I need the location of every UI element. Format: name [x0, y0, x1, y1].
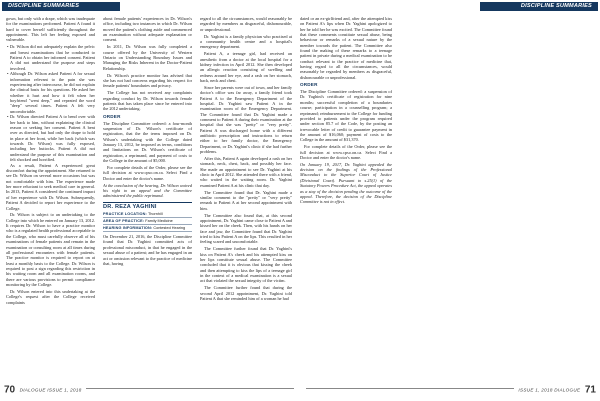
area-of-practice [103, 218, 192, 225]
footer-rule [306, 388, 514, 389]
meta-value: Family Medicine [145, 219, 173, 224]
list-item: • Dr. Wilson did not adequately explain the pelvic and breast examinations that he conducted to Patient A to obtain her informed consent. Patient A did not understand the purpose and steps involved. [7, 44, 95, 71]
footer-rule [86, 388, 294, 389]
right-page [300, 0, 600, 401]
column-3 [200, 16, 292, 378]
paragraph: The Committee found that Dr. Yaghini made a similar comment to the "pretty" or "very pretty" remark to Patient A at her second appointment with him. [200, 189, 292, 211]
paragraph: The Committee further found that Dr. Yaghini's kiss on Patient A's cheek and his attempted kiss on her lips constitute sexual abuse. The Committee concluded that it is obvious that kissing the cheek and then attempting to kiss the lips of a teenage girl in the context of a medical examination is a sexual act that violated the sexual integrity of the victim. [200, 246, 292, 284]
paragraph: The Committee further found that during the second April 2012 appointment, Dr. Yaghini told Patient A that she reminded him of a woman he had [200, 285, 292, 301]
paragraph: Dr. Wilson is subject to an undertaking to the College into which he entered on January 13, 2012. It requires Dr. Wilson to have a practice monitor who is a regulated health professional acceptable to the College, who must carefully observe all of his examinations of female patients and remain in the examination or consulting room at all times during all professional encounters with female patients. The practice monitor is required to report on at least a monthly basis to the College. Dr. Wilson is required to post a sign regarding this restriction in his waiting room and all examination rooms, and there are various provisions to permit compliance monitoring by the College. [6, 212, 95, 287]
paragraph: The Discipline Committee ordered: a four-month suspension of Dr. Wilson's certificate of registration, that the the terms imposed on Dr. Wilson's undertaking with the College dated January 13, 2012, be imposed as terms, conditions and limitations on Dr. Wilson's certificate of registration, a reprimand, and payment of costs to the College in the amount of $5,000. [103, 120, 192, 164]
paragraph: As a result, Patient A experienced great discomfort during the appointment. She returned to see Dr. Wilson on several more occasions but was not comfortable with him. The experience made her more reluctant to seek medical care in general. In 2013, Patient A considered the continued impact of her experience with Dr. Wilson. Subsequently, Patient A decided to report her experience to the College. [6, 162, 95, 211]
column-2 [103, 16, 192, 378]
column-4 [300, 16, 392, 378]
meta-label: PRACTICE LOCATION: [103, 212, 147, 217]
paragraph: On December 21, 2016, the Discipline Committee found that Dr. Yaghini committed acts of professional misconduct, in that he engaged in the sexual abuse of a patient; and he has engaged in an act or omission relevant to the practice of medicine that, having [103, 234, 192, 266]
paragraph: Dr. Wilson's practice monitor has advised that she has not had concerns regarding his respect for female patients' boundaries and privacy. [103, 72, 192, 89]
case-header [103, 202, 192, 233]
page-number: 71 [584, 384, 596, 396]
hearing-information [103, 225, 192, 232]
paragraph: For complete details of the Order, please see the full decision at www.cpso.on.ca. Select Find a Doctor and enter the doctor's name. [103, 164, 192, 181]
practice-location [103, 211, 192, 218]
appeal-note: On January 19, 2017, Dr. Yaghini appealed the decision on the findings of the Professional Misconduct to the Superior Court of Justice (Divisional Court). Pursuant to s.25(1) of the Statutory Powers Procedure Act, the appeal operates as a stay of the decision pending the outcome of the appeal. Therefore, the decision of the Discipline Committee is not in effect. [300, 161, 392, 205]
paragraph: Patient A, a teenage girl, had received an anesthetic from a doctor at the local hospital for a kidney infection in April 2012. She then developed an allergic reaction consisting of swelling and redness around her eye, and a rash on her stomach, back, neck and chest. [200, 51, 292, 83]
list-item: • Dr. Wilson directed Patient A to bend over with her back to him, without explaining the clinical reason or seeking her consent. Patient A bent over as directed, but had only the drape to hold in place at her front, while her back (which was towards Dr. Wilson) was fully exposed, including her buttocks. Patient A did not understand the purpose of this examination and felt shocked and horrified. [7, 114, 95, 163]
paragraph: Since her parents were out of town, and her family doctor's office was far away, a family friend took Patient A to the Emergency Department of the hospital. Dr. Yaghini saw Patient A in the examination room of the Emergency Department. The Committee found that Dr. Yaghini made a comment to Patient A during their examination at the hospital that she was "pretty" or "very pretty". Patient A was discharged home with a different antibiotic prescription and instructions to return either to her family doctor, the Emergency Department, or Dr. Yaghini's clinic if she had further problems. [200, 84, 292, 155]
order-heading: ORDER [300, 82, 318, 88]
appeal-note: At the conclusion of the hearing, Dr. Wilson waived his right to an appeal and the Committee administered the public reprimand. [103, 182, 192, 199]
case-rule [103, 202, 192, 203]
list-item: • Although Dr. Wilson asked Patient A for sexual information relevant to the pain she was experiencing after intercourse, he did not explain the clinical basis for his questions. He asked her whether it hurt and how it felt when her boyfriend "went deep," and repeated the word "deep" several times. Patient A felt very uncomfortable. [7, 71, 95, 114]
paragraph: After this, Patient A again developed a rash on her stomach, neck, chest, back, and possibly her face. She made an appointment to see Dr. Yaghini at his clinic in April 2012. She attended there with a friend, who waited in the waiting room. Dr. Yaghini examined Patient A at his clinic that day. [200, 155, 292, 188]
bullet-list [6, 44, 95, 162]
paragraph: regard to all the circumstances, would reasonably be regarded by members as disgraceful, dishonourable, or unprofessional. [200, 16, 292, 32]
paragraph: In 2011, Dr. Wilson was fully completed a course offered by the University of Western Ontario on Understanding Boundary Issues and Managing the Risks Inherent in the Doctor-Patient Relationship. [103, 44, 192, 71]
meta-value: Thornhill [147, 212, 163, 217]
publication-name: DIALOGUE ISSUE 1, 2018 [19, 387, 82, 393]
paragraph: Dr. Yaghini is a family physician who practised at a community health centre and a hospital's emergency department. [200, 33, 292, 50]
paragraph: dated or an ex-girlfriend and, after the attempted kiss on Patient A's lips when Dr. Yaghini apologized to her he told her he was excited. The Committee found that these comments constitute sexual abuse, being behaviour or remarks of a sexual nature by the member towards the patient. The Committee also found the making of these remarks to a teenage patient in private during a medical examination to be conduct relevant to the practice of medicine that, having regard to all the circumstances, would reasonably be regarded by members as disgraceful, dishonourable or unprofessional. [300, 16, 392, 80]
section-tab-right: DISCIPLINE SUMMARIES [480, 2, 598, 11]
meta-label: HEARING INFORMATION: [103, 226, 153, 231]
footer-right [306, 381, 596, 395]
paragraph: The Committee also found that, at this second appointment, Dr. Yaghini came close to Patient A and kissed her on the cheek. Then, with his hands on her face and jaw, the Committee found that Dr. Yaghini tried to kiss Patient A on the lips. This resulted in her feeling scared and uncomfortable. [200, 212, 292, 245]
column-1 [6, 16, 95, 378]
paragraph: The Discipline Committee ordered: a suspension of Dr. Yaghini's certificate of registration for nine months; successful completion of a boundaries course; participation in a counselling program; a reprimand; reimbursement to the College for funding provided to patients under the program required under section 85.7 of the Code, by the posting an irrevocable letter of credit to guarantee payment in the amount of $16,060; payment of costs to the College in the amount of $31,370. [300, 89, 392, 143]
paragraph: The College has not received any complaints regarding conduct by Dr. Wilson towards female patients that has taken place since he entered into the 2012 undertaking. [103, 90, 192, 112]
paragraph: For complete details of the Order, please see the full decision at www.cpso.on.ca. Select Find a Doctor and enter the doctor's name. [300, 144, 392, 160]
order-heading: ORDER [103, 113, 121, 119]
paragraph: gown, but only with a drape, which was inadequate for the examinations performed. Patient A found it hard to cover herself sufficiently throughout the appointment. This left her feeling exposed and vulnerable. [6, 16, 95, 43]
footer-left [4, 381, 294, 395]
publication-name: ISSUE 1, 2018 DIALOGUE [518, 387, 581, 393]
case-name: DR. REZA YAGHINI [103, 204, 157, 211]
paragraph: about female patients' experiences in Dr. Wilson's office, including two instances in which Dr. Wilson moved the patient's clothing aside and commenced an examination without adequate explanation or consent. [103, 16, 192, 43]
page-number: 70 [4, 384, 16, 396]
section-tab-left: DISCIPLINE SUMMARIES [2, 2, 120, 11]
paragraph: Dr. Wilson entered into this undertaking at the College's request after the College received complaints [6, 288, 95, 305]
meta-value: Contested Hearing [153, 226, 186, 231]
meta-label: AREA OF PRACTICE: [103, 219, 145, 224]
